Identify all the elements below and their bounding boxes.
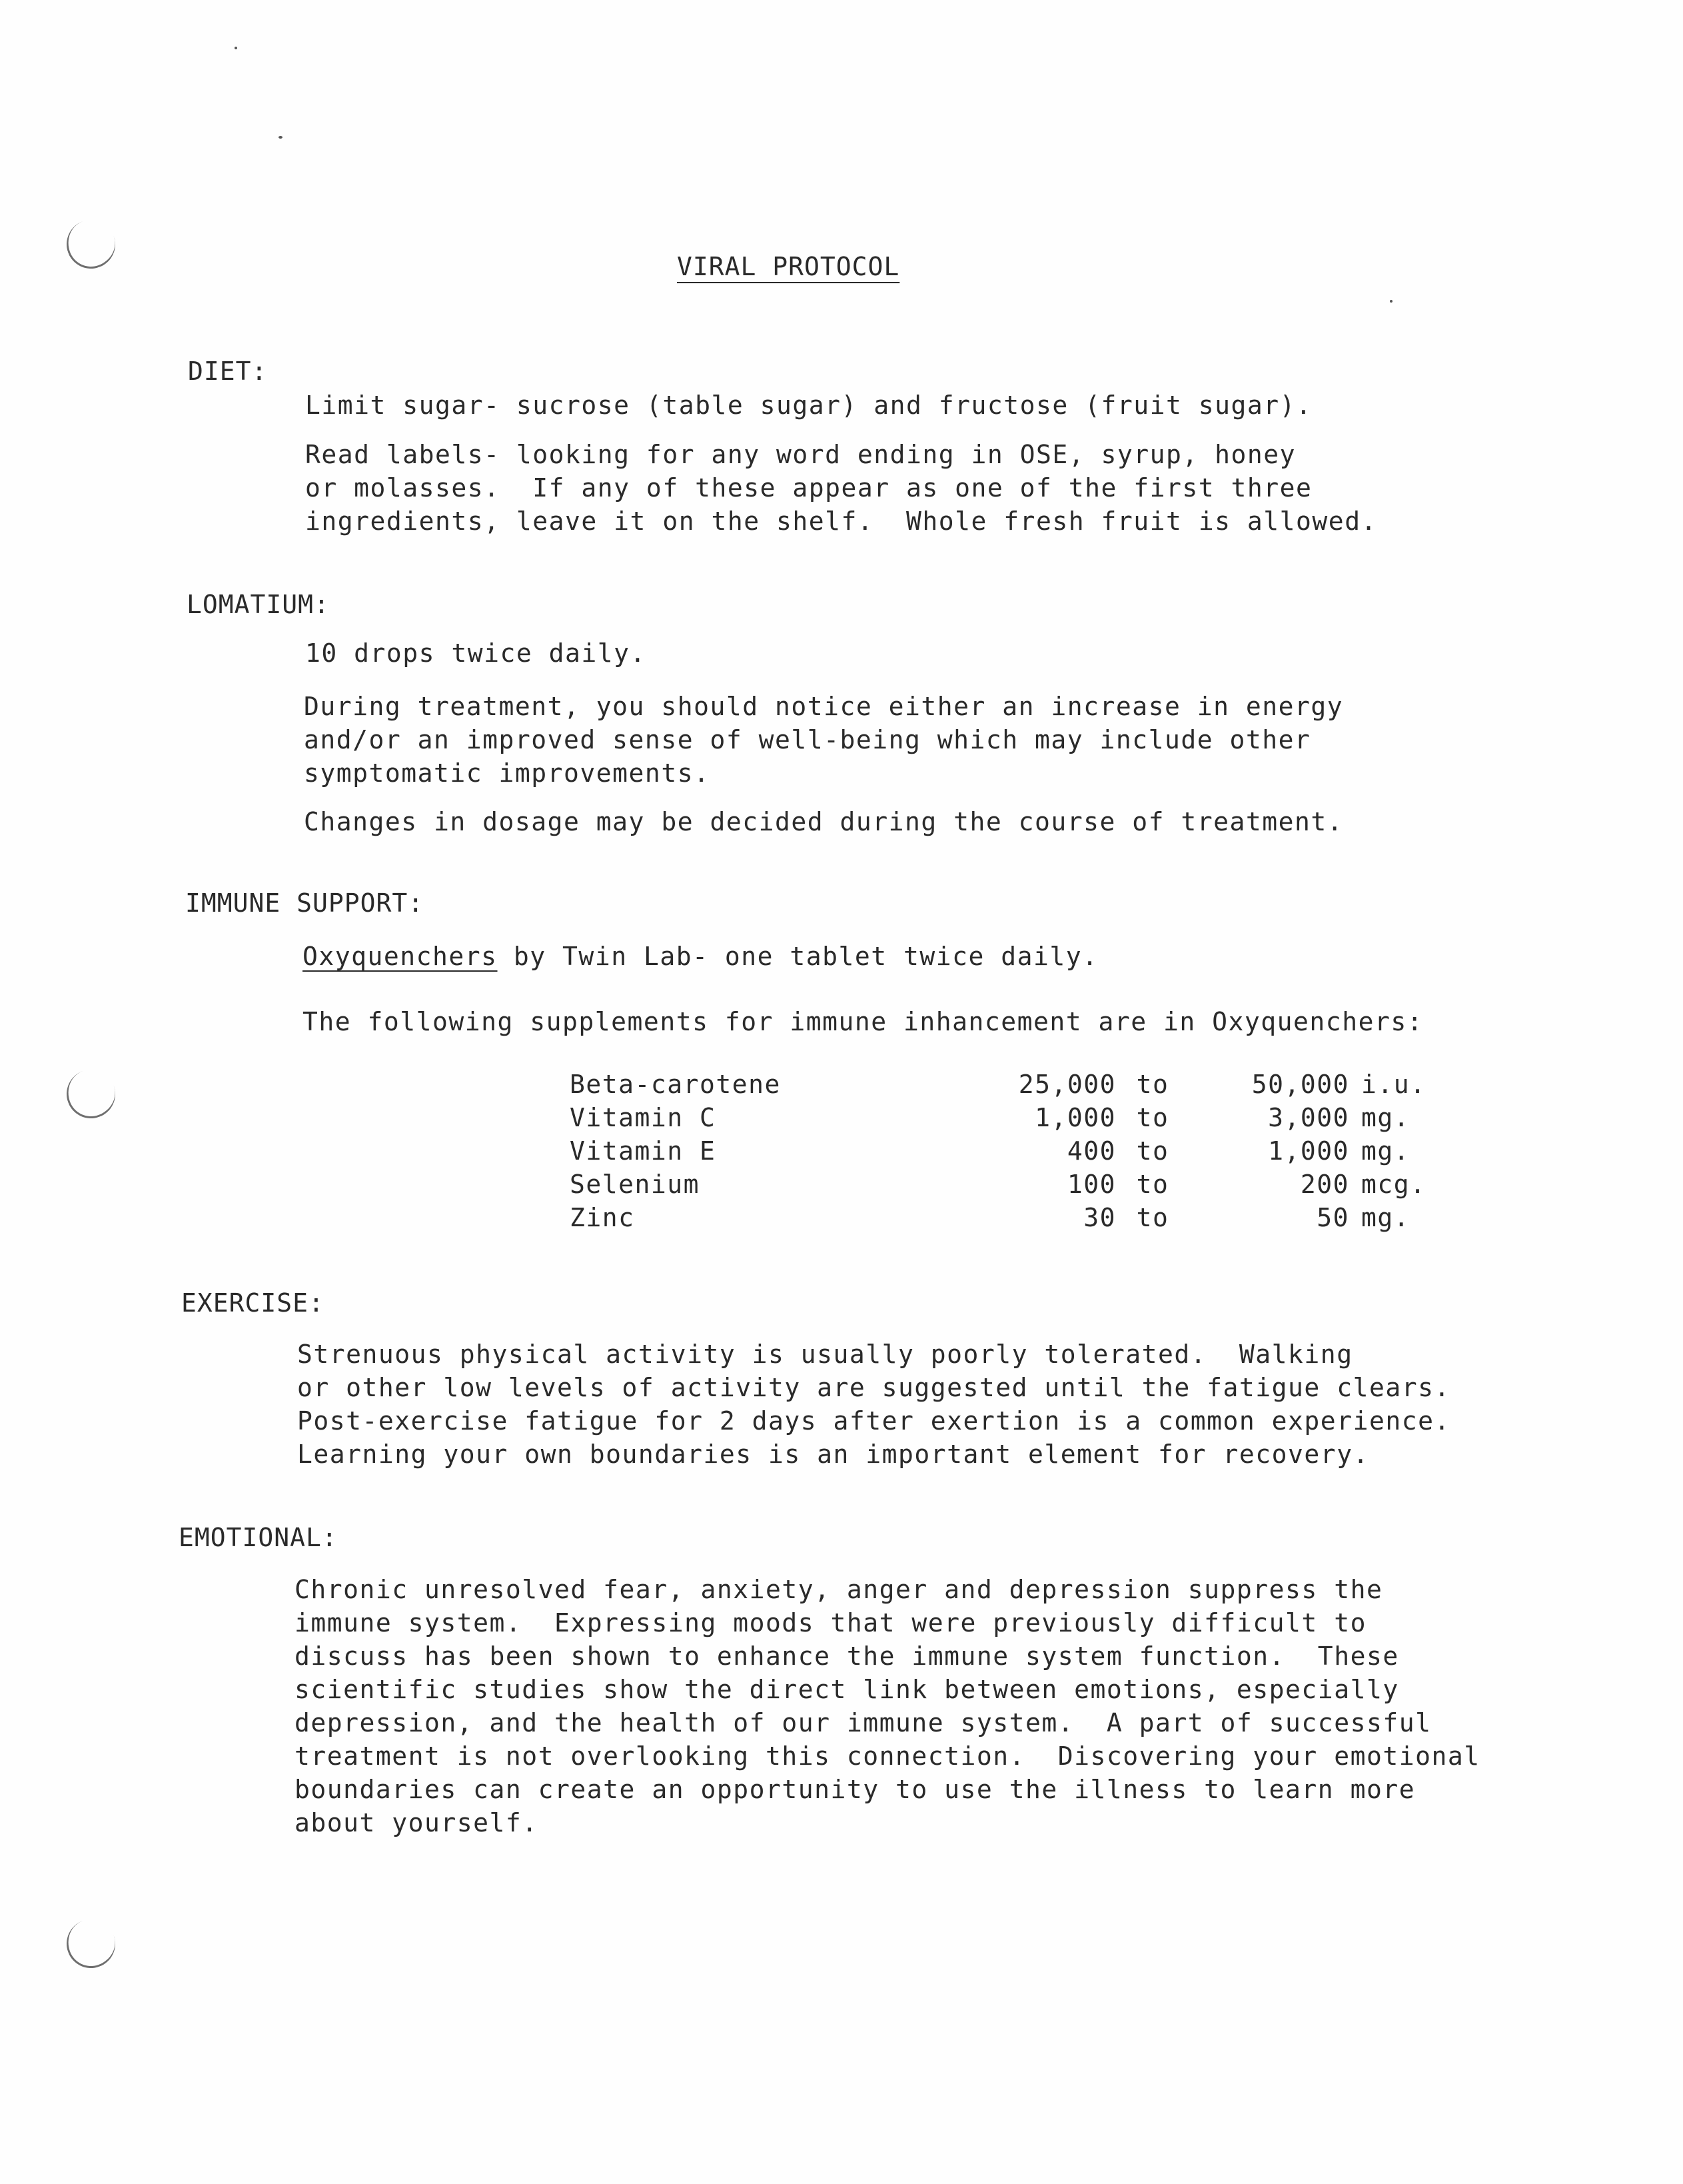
supplement-max: 50 (1317, 1203, 1349, 1232)
supplement-name: Vitamin C (570, 1103, 716, 1132)
immune-product-line (302, 940, 1099, 973)
product-name: Oxyquenchers (302, 942, 498, 971)
diet-paragraph-1: Limit sugar- sucrose (table sugar) and fructose (fruit sugar). (305, 391, 1313, 420)
supplement-name: Selenium (570, 1170, 700, 1199)
table-row (570, 1070, 1481, 1103)
supplement-min: 25,000 (1018, 1070, 1116, 1099)
supplement-name: Beta-carotene (570, 1070, 781, 1099)
emotional-paragraph: Chronic unresolved fear, anxiety, anger and depression suppress the immune system. Expressing moods that were previously difficult to discuss has been shown to enhance the immune system function. These scientific studies show the direct link between emotions, especially depression, and the health of our immune system. A part of successful treatment is not overlooking this connection. Discovering your emotional boundaries can create an opportunity to use the illness to learn more about yourself. (294, 1575, 1480, 1837)
section-heading-emotional: EMOTIONAL: (179, 1523, 338, 1552)
section-heading-lomatium: LOMATIUM: (187, 590, 330, 619)
table-row (570, 1136, 1481, 1170)
supplement-unit: mg. (1361, 1136, 1410, 1166)
table-row (570, 1103, 1481, 1136)
supplement-unit: i.u. (1361, 1070, 1426, 1099)
supplement-to: to (1136, 1136, 1169, 1166)
scan-speck (235, 47, 237, 49)
section-heading-immune-support: IMMUNE SUPPORT: (185, 888, 424, 918)
supplement-to: to (1136, 1103, 1169, 1132)
supplement-to: to (1136, 1203, 1169, 1232)
supplement-to: to (1136, 1170, 1169, 1199)
supplement-min: 1,000 (1035, 1103, 1116, 1132)
section-heading-exercise: EXERCISE: (181, 1288, 324, 1318)
supplement-to: to (1136, 1070, 1169, 1099)
scan-speck (279, 136, 282, 139)
diet-paragraph-2: Read labels- looking for any word ending in OSE, syrup, honey or molasses. If any of these appear as one of the first three ingredients, leave it on the shelf. Whole fresh fruit is allowed. (305, 440, 1377, 536)
lomatium-paragraph-1: 10 drops twice daily. (305, 638, 646, 668)
product-dosage: by Twin Lab- one tablet twice daily. (497, 942, 1099, 971)
supplement-min: 100 (1067, 1170, 1116, 1199)
supplement-max: 200 (1300, 1170, 1349, 1199)
supplement-unit: mg. (1361, 1103, 1410, 1132)
supplement-name: Zinc (570, 1203, 635, 1232)
punch-hole-bottom (60, 1913, 123, 1975)
supplement-unit: mcg. (1361, 1170, 1426, 1199)
supplement-unit: mg. (1361, 1203, 1410, 1232)
supplement-table (570, 1070, 1481, 1236)
document-title: VIRAL PROTOCOL (677, 252, 900, 281)
punch-hole-middle (60, 1063, 123, 1126)
supplement-max: 3,000 (1268, 1103, 1349, 1132)
exercise-paragraph: Strenuous physical activity is usually poorly tolerated. Walking or other low levels of activity are suggested until the fatigue clears. Post-exercise fatigue for 2 days after exertion is a common experience. Learning your own boundaries is an important element for recovery. (297, 1340, 1450, 1469)
lomatium-paragraph-3: Changes in dosage may be decided during the course of treatment. (304, 807, 1344, 836)
table-row (570, 1203, 1481, 1236)
scan-speck (1390, 300, 1393, 303)
supplement-min: 400 (1067, 1136, 1116, 1166)
section-heading-diet: DIET: (188, 357, 268, 386)
supplement-max: 1,000 (1268, 1136, 1349, 1166)
table-row (570, 1170, 1481, 1203)
lomatium-paragraph-2: During treatment, you should notice either an increase in energy and/or an improved sense of well-being which may include other symptomatic improvements. (304, 692, 1344, 788)
supplement-max: 50,000 (1251, 1070, 1349, 1099)
supplement-name: Vitamin E (570, 1136, 716, 1166)
immune-intro: The following supplements for immune inhancement are in Oxyquenchers: (302, 1007, 1424, 1036)
supplement-min: 30 (1083, 1203, 1116, 1232)
punch-hole-top (60, 213, 123, 276)
